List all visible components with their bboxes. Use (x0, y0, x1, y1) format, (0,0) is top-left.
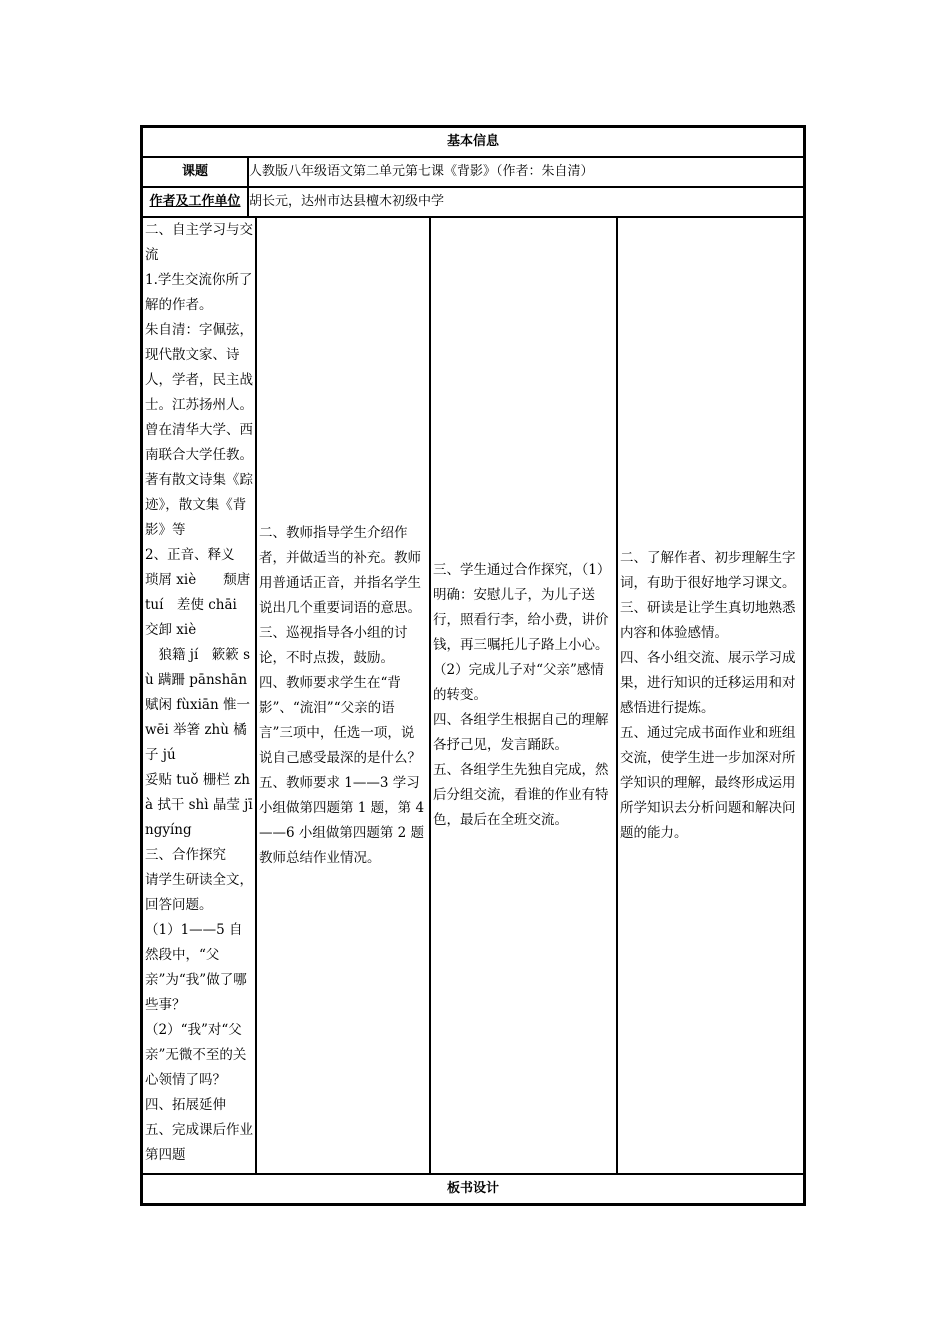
student-content-paragraph: 五、完成课后作业第四题 (145, 1122, 253, 1163)
teacher-activity-paragraph: 五、教师要求 1——3 学习小组做第四题第 1 题，第 4——6 小组做第四题第 2 题 (259, 774, 425, 841)
design-intent-text (620, 546, 801, 846)
design-intent-column (617, 218, 803, 1173)
student-content-paragraph: 2、正音、释义 (145, 547, 235, 563)
teaching-process-table (143, 218, 803, 1173)
student-content-paragraph: 1.学生交流你所了解的作者。 (145, 272, 253, 313)
teacher-activity-paragraph: 三、巡视指导各小组的讨论，不时点拨，鼓励。 (259, 624, 408, 666)
student-content-paragraph: 琐屑 xiè 颓唐 tuí 差使 chāi 交卸 xiè (145, 572, 255, 638)
student-activity-column (430, 218, 617, 1173)
student-content-paragraph: （2）“我”对“父亲”无微不至的关心领情了吗？ (145, 1022, 247, 1088)
teacher-activity-paragraph: 教师总结作业情况。 (259, 849, 381, 866)
student-content-paragraph: 狼籍 jí 簌簌 sù 蹒跚 pānshān 赋闲 fùxiān 惟一 wēi 举箸 zhù 橘子 jú (145, 647, 255, 763)
student-content-paragraph: 妥贴 tuǒ 栅栏 zhà 拭干 shì 晶莹 jīngyíng (145, 772, 253, 838)
topic-value: 人教版八年级语文第二单元第七课《背影》（作者：朱自清） (248, 157, 804, 187)
teacher-activity-paragraph: 四、教师要求学生在“背影”、“流泪”“父亲的语言”三项中，任选一项，说说自己感受最深的是什么？ (259, 674, 421, 766)
student-content-paragraph: （1）1——5 自然段中，“父亲”为“我”做了哪些事？ (145, 922, 247, 1013)
student-content-paragraph: 二、自主学习与交流 (145, 222, 253, 263)
student-content-text (145, 218, 253, 1168)
author-value: 胡长元，达州市达县檀木初级中学 (248, 187, 804, 217)
teacher-activity-column (256, 218, 430, 1173)
student-activity-text (433, 558, 614, 833)
student-content-paragraph: 朱自清：字佩弦，现代散文家、诗人，学者，民主战士。江苏扬州人。曾在清华大学、西南联合大学任教。著有散文诗集《踪迹》，散文集《背影》等 (145, 322, 253, 538)
lesson-plan-document (140, 125, 806, 1206)
student-content-paragraph: 请学生研读全文，回答问题。 (145, 872, 253, 913)
design-intent-paragraph: 二、了解作者、初步理解生字词，有助于很好地学习课文。 (620, 549, 796, 591)
student-content-column (143, 218, 256, 1173)
section-basic-info: 基本信息 (142, 127, 804, 157)
student-activity-paragraph: 三、学生通过合作探究，（1）明确：安慰儿子，为儿子送行，照看行李，给小费，讲价钱，再三嘱托儿子路上小心。（2）完成儿子对“父亲”感情的转变。 (433, 562, 611, 703)
design-intent-paragraph: 四、各小组交流、展示学习成果，进行知识的迁移运用和对感悟进行提炼。 (620, 649, 796, 716)
student-activity-paragraph: 四、各组学生根据自己的理解各抒己见，发言踊跃。 (433, 712, 609, 753)
student-activity-paragraph: 五、各组学生先独自完成，然后分组交流，看谁的作业有特色，最后在全班交流。 (433, 762, 609, 828)
topic-label: 课题 (142, 157, 248, 187)
student-content-paragraph: 三、合作探究 (145, 847, 226, 863)
lesson-plan-table (140, 125, 806, 1206)
design-intent-paragraph: 三、研读是让学生真切地熟悉内容和体验感情。 (620, 599, 796, 641)
design-intent-paragraph: 五、通过完成书面作业和班组交流，使学生进一步加深对所学知识的理解，最终形成运用所学知识去分析问题和解决问题的能力。 (620, 724, 796, 841)
teacher-activity-text (259, 521, 427, 871)
author-label: 作者及工作单位 (142, 187, 248, 217)
process-cell (142, 217, 804, 1174)
student-content-paragraph: 四、拓展延伸 (145, 1097, 226, 1113)
teacher-activity-paragraph: 二、教师指导学生介绍作者，并做适当的补充。教师用普通话正音，并指名学生说出几个重要词语的意思。 (259, 524, 421, 616)
section-board-design: 板书设计 (142, 1174, 804, 1204)
